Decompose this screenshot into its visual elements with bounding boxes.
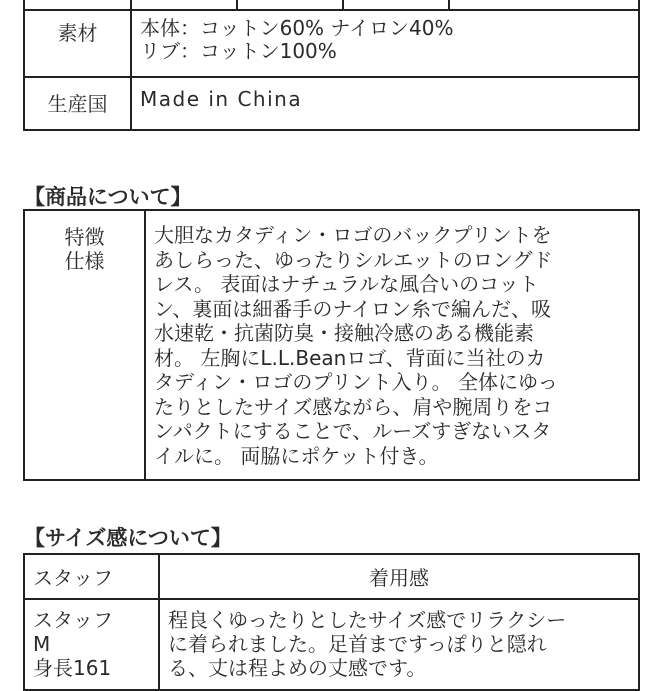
material-line: 本体：コットン60% ナイロン40% (140, 16, 454, 40)
size-cell (237, 0, 343, 10)
material-value (131, 10, 639, 77)
staff-line: M (33, 632, 51, 656)
material-row (24, 10, 639, 77)
fit-table (23, 553, 640, 691)
staff-header: スタッフ (24, 554, 159, 599)
origin-label: 生産国 (24, 77, 131, 130)
size-cell (131, 0, 237, 10)
description-line: 大胆なカタディン・ロゴのバックプリントを (154, 223, 552, 247)
description-line: タディン・ロゴのプリント入り。 全体にゆっ (154, 370, 558, 394)
description-line: あしらった、ゆったりシルエットのロングド (154, 247, 553, 272)
fit-row (24, 599, 639, 690)
description-line: ン、裏面は細番手のナイロン糸で編んだ、吸 (154, 296, 551, 321)
description-line: イルに。 両脇にポケット付き。 (154, 443, 439, 468)
feature-label-line: 仕様 (64, 249, 105, 273)
staff-line: 身長161 (33, 656, 112, 680)
comment-line: る、丈は程よめの丈感です。 (168, 656, 427, 680)
origin-value: Made in China (131, 77, 639, 130)
spec-table (23, 0, 640, 131)
feature-label-line: 特徴 (64, 225, 105, 249)
origin-row (24, 77, 639, 130)
staff-line: スタッフ (33, 608, 113, 632)
feature-description (145, 210, 639, 480)
fit-comment (159, 599, 639, 690)
description-line: レス。 表面はナチュラルな風合いのコット (154, 272, 539, 296)
size-measurement-row (24, 0, 639, 10)
size-cell (343, 0, 449, 10)
product-table (23, 209, 640, 481)
description-line: ンパクトにすることで、ルーズすぎないスタ (154, 419, 552, 443)
fit-header-row (24, 554, 639, 599)
staff-info (24, 599, 159, 690)
description-line: 材。 左胸にL.L.Beanロゴ、背面に当社のカ (154, 345, 546, 370)
feature-row (24, 210, 639, 480)
fit-header: 着用感 (159, 554, 639, 599)
feature-label (24, 210, 145, 480)
product-heading: 【商品について】 (24, 185, 192, 209)
description-line: たりとしたサイズ感ながら、肩や腕周りをコ (154, 394, 553, 419)
size-cell (24, 0, 131, 10)
material-label: 素材 (24, 10, 131, 77)
comment-line: に着られました。足首まですっぽりと隠れ (168, 632, 547, 656)
comment-line: 程良くゆったりとしたサイズ感でリラクシー (168, 608, 567, 632)
fit-heading: 【サイズ感について】 (24, 526, 232, 550)
material-line: リブ：コットン100% (140, 39, 337, 63)
size-cell (449, 0, 639, 10)
description-line: 水速乾・抗菌防臭・接触冷感のある機能素 (154, 321, 534, 345)
